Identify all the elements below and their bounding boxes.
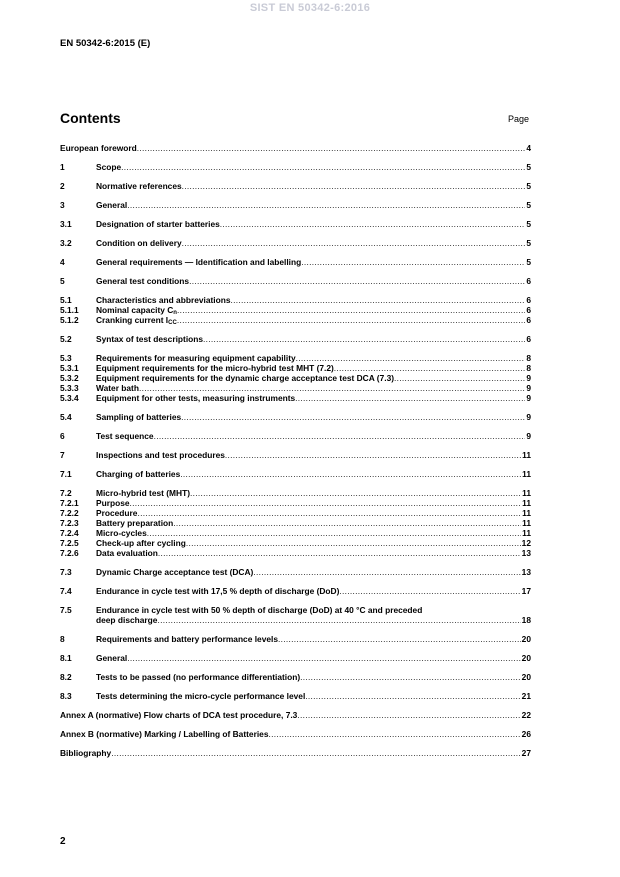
toc-entry-title (96, 238, 182, 248)
toc-entry[interactable] (60, 488, 531, 498)
toc-entry-title-text: Equipment requirements for the micro-hybrid test MHT (7.2) (96, 363, 334, 373)
toc-entry-title (96, 353, 296, 363)
toc-entry-number: 5.1.2 (60, 315, 79, 325)
toc-entry-page: 22 (521, 710, 531, 720)
toc-entry-page: 8 (526, 353, 531, 363)
table-of-contents (60, 143, 531, 758)
toc-entry[interactable] (60, 691, 531, 701)
toc-entry[interactable] (60, 729, 531, 739)
toc-entry[interactable] (60, 295, 531, 305)
toc-entry-title (96, 219, 220, 229)
toc-entry-title (60, 143, 137, 153)
toc-entry[interactable] (60, 605, 531, 625)
toc-entry-number: 7.5 (60, 605, 72, 615)
document-id: EN 50342-6:2015 (E) (60, 38, 151, 49)
toc-entry-number: 5.3.3 (60, 383, 79, 393)
toc-entry[interactable] (60, 634, 531, 644)
toc-entry-title-text: Test sequence (96, 431, 154, 441)
toc-entry-title (96, 672, 300, 682)
toc-entry-title (96, 373, 394, 383)
dot-leader (189, 276, 525, 286)
toc-entry-number: 8 (60, 634, 65, 644)
toc-entry-page: 4 (526, 143, 531, 153)
toc-entry-number: 5.1 (60, 295, 72, 305)
toc-entry-title (96, 383, 139, 393)
toc-entry-number: 5.2 (60, 334, 72, 344)
toc-entry[interactable] (60, 528, 531, 538)
toc-entry-page: 11 (522, 450, 531, 460)
toc-entry-number: 8.1 (60, 653, 72, 663)
toc-entry[interactable] (60, 518, 531, 528)
toc-entry-page: 8 (526, 363, 531, 373)
toc-entry-subscript: CC (168, 320, 177, 326)
toc-entry[interactable] (60, 412, 531, 422)
dot-leader (177, 305, 525, 315)
toc-entry-title (96, 691, 305, 701)
toc-entry-title (60, 710, 297, 720)
toc-entry-title-text: Bibliography (60, 748, 112, 758)
toc-entry[interactable] (60, 653, 531, 663)
dot-leader (182, 238, 526, 248)
dot-leader (394, 373, 525, 383)
toc-entry-title (96, 488, 190, 498)
dot-leader (278, 634, 521, 644)
toc-entry-page: 11 (522, 498, 531, 508)
toc-entry-title (96, 586, 339, 596)
toc-entry[interactable] (60, 538, 531, 548)
toc-entry-page: 18 (521, 615, 531, 625)
toc-entry-number: 6 (60, 431, 65, 441)
toc-entry-title (96, 498, 130, 508)
toc-entry-number: 7.2.2 (60, 508, 79, 518)
dot-leader (220, 219, 526, 229)
toc-entry-page: 12 (521, 538, 531, 548)
toc-entry[interactable] (60, 508, 531, 518)
toc-entry-title-text: Micro-cycles (96, 528, 147, 538)
toc-entry[interactable] (60, 181, 531, 191)
toc-entry-title (96, 181, 182, 191)
toc-entry-title-text: Designation of starter batteries (96, 219, 220, 229)
toc-entry[interactable] (60, 748, 531, 758)
dot-leader (181, 412, 525, 422)
dot-leader (137, 143, 526, 153)
dot-leader (231, 295, 526, 305)
dot-leader (253, 567, 520, 577)
toc-entry-title (96, 538, 186, 548)
toc-entry-number: 7.3 (60, 567, 72, 577)
toc-entry-title-text: Condition on delivery (96, 238, 182, 248)
toc-entry-number: 5.4 (60, 412, 72, 422)
toc-entry-page: 11 (522, 528, 531, 538)
toc-entry-title-text: Tests determining the micro-cycle performance level (96, 691, 306, 701)
toc-entry-number: 2 (60, 181, 65, 191)
dot-leader (190, 488, 521, 498)
toc-entry-number: 7.2.3 (60, 518, 79, 528)
dot-leader (157, 615, 520, 625)
toc-entry-page: 11 (522, 508, 531, 518)
dot-leader (295, 393, 525, 403)
toc-entry-number: 7.2.4 (60, 528, 79, 538)
dot-leader (203, 334, 525, 344)
toc-entry[interactable] (60, 498, 531, 508)
toc-entry[interactable] (60, 162, 531, 172)
toc-entry-page: 5 (526, 162, 531, 172)
dot-leader (127, 653, 520, 663)
toc-entry[interactable] (60, 710, 531, 720)
toc-entry-page: 20 (521, 634, 531, 644)
toc-entry-page: 13 (521, 548, 531, 558)
toc-entry-title-text: Inspections and test procedures (96, 450, 225, 460)
toc-entry-title (96, 548, 158, 558)
toc-entry[interactable] (60, 469, 531, 479)
toc-entry-number: 5.3.4 (60, 393, 79, 403)
toc-entry-number: 7 (60, 450, 65, 460)
toc-entry-title-text: Water bath (96, 383, 139, 393)
dot-leader (300, 672, 521, 682)
toc-entry[interactable] (60, 353, 531, 363)
toc-entry-title (96, 257, 301, 267)
toc-entry-title-text: Tests to be passed (no performance differentiation) (96, 672, 301, 682)
toc-entry[interactable] (60, 200, 531, 210)
toc-entry-page: 5 (526, 257, 531, 267)
dot-leader (121, 162, 525, 172)
toc-entry-title-text: Procedure (96, 508, 138, 518)
toc-entry[interactable] (60, 238, 531, 248)
toc-entry-title (96, 162, 121, 172)
toc-entry[interactable] (60, 383, 531, 393)
toc-entry-number: 7.2.5 (60, 538, 79, 548)
toc-entry[interactable] (60, 548, 531, 558)
toc-entry-subscript: n (173, 310, 177, 316)
toc-entry-number: 3 (60, 200, 65, 210)
toc-entry-page: 9 (526, 412, 531, 422)
dot-leader (111, 748, 520, 758)
toc-entry-title (96, 393, 295, 403)
toc-entry-title-text: Equipment for other tests, measuring instruments (96, 393, 296, 403)
dot-leader (154, 431, 526, 441)
toc-entry-title (96, 295, 231, 305)
toc-entry-title (96, 653, 127, 663)
watermark: SIST EN 50342-6:2016 (249, 2, 371, 14)
toc-entry-page: 11 (522, 488, 531, 498)
toc-entry-number: 5.3 (60, 353, 72, 363)
dot-leader (186, 538, 521, 548)
page-number: 2 (60, 836, 66, 847)
toc-entry-page: 9 (526, 373, 531, 383)
toc-entry-title-text: General (96, 200, 128, 210)
toc-entry-number: 8.3 (60, 691, 72, 701)
toc-entry-title (60, 748, 111, 758)
dot-leader (296, 353, 526, 363)
toc-entry[interactable] (60, 363, 531, 373)
toc-entry-title-text: Normative references (96, 181, 182, 191)
toc-entry-title-text: General (96, 653, 128, 663)
toc-entry-title-text: Micro-hybrid test (MHT) (96, 488, 190, 498)
toc-entry-number: 4 (60, 257, 65, 267)
page-column-label: Page (507, 114, 529, 124)
dot-leader (268, 729, 520, 739)
toc-entry-number: 8.2 (60, 672, 72, 682)
toc-entry-title (96, 450, 225, 460)
toc-entry-page: 11 (522, 518, 531, 528)
toc-entry-page: 5 (526, 181, 531, 191)
toc-entry[interactable] (60, 276, 531, 286)
toc-entry-page: 6 (526, 295, 531, 305)
toc-entry-title (96, 469, 180, 479)
toc-entry-title-continued: deep discharge (96, 615, 158, 625)
toc-entry-title-text: Endurance in cycle test with 17,5 % depth of discharge (DoD) (96, 586, 340, 596)
toc-entry-title-text: Syntax of test descriptions (96, 334, 204, 344)
toc-entry-title-text: Equipment requirements for the dynamic charge acceptance test DCA (7.3) (96, 373, 395, 383)
toc-entry[interactable] (60, 567, 531, 577)
toc-entry-number: 7.2.1 (60, 498, 79, 508)
toc-entry-page: 27 (521, 748, 531, 758)
toc-entry-number: 3.1 (60, 219, 72, 229)
toc-entry-number: 5.1.1 (60, 305, 79, 315)
dot-leader (147, 528, 521, 538)
toc-entry-title-text: Dynamic Charge acceptance test (DCA) (96, 567, 254, 577)
dot-leader (339, 586, 520, 596)
dot-leader (301, 257, 525, 267)
toc-entry-page: 5 (526, 200, 531, 210)
toc-entry[interactable] (60, 373, 531, 383)
toc-entry-page: 11 (522, 469, 531, 479)
toc-entry-title-text: European foreword (60, 143, 137, 153)
toc-entry-title (96, 334, 203, 344)
toc-entry[interactable] (60, 431, 531, 441)
toc-entry-title-text: Annex A (normative) Flow charts of DCA test procedure, 7.3 (60, 710, 298, 720)
toc-entry-title: Endurance in cycle test with 50 % depth of discharge (DoD) at 40 °C and preceded (96, 605, 423, 615)
toc-entry[interactable] (60, 586, 531, 596)
toc-entry-title-text: Check-up after cycling (96, 538, 186, 548)
toc-entry-title (60, 729, 268, 739)
dot-leader (180, 469, 521, 479)
toc-entry-page: 13 (521, 567, 531, 577)
toc-entry-number: 7.2 (60, 488, 72, 498)
toc-entry[interactable] (60, 334, 531, 344)
toc-entry-title-text: Requirements for measuring equipment capability (96, 353, 296, 363)
toc-entry-number: 5.3.1 (60, 363, 79, 373)
toc-entry-page: 20 (521, 653, 531, 663)
toc-entry-number: 5.3.2 (60, 373, 79, 383)
toc-entry-title-text: General test conditions (96, 276, 190, 286)
toc-entry-title-text: Requirements and battery performance levels (96, 634, 278, 644)
toc-entry-title-text: Characteristics and abbreviations (96, 295, 231, 305)
toc-entry-page: 17 (521, 586, 531, 596)
dot-leader (182, 181, 526, 191)
toc-entry-page: 6 (526, 315, 531, 325)
toc-entry-title (96, 431, 154, 441)
toc-entry[interactable] (60, 143, 531, 153)
toc-entry-title-text: Charging of batteries (96, 469, 181, 479)
toc-entry-title (96, 363, 334, 373)
toc-entry-title (96, 528, 147, 538)
toc-entry-title-text: Sampling of batteries (96, 412, 182, 422)
toc-entry-page: 9 (526, 383, 531, 393)
toc-entry-title-text: General requirements — Identification and labelling (96, 257, 302, 267)
toc-entry-number: 3.2 (60, 238, 72, 248)
toc-entry-page: 9 (526, 393, 531, 403)
toc-entry-title-text: Annex B (normative) Marking / Labelling of Batteries (60, 729, 269, 739)
toc-entry-title-text: Battery preparation (96, 518, 174, 528)
toc-entry-title-text: Cranking current I (96, 315, 169, 325)
dot-leader (305, 691, 520, 701)
contents-title: Contents (60, 110, 121, 126)
dot-leader (130, 498, 522, 508)
toc-entry-number: 7.2.6 (60, 548, 79, 558)
toc-entry-page: 5 (526, 219, 531, 229)
dot-leader (139, 383, 525, 393)
toc-entry-title (96, 276, 189, 286)
toc-entry-title-text: Scope (96, 162, 122, 172)
dot-leader (225, 450, 521, 460)
toc-entry[interactable] (60, 219, 531, 229)
toc-entry[interactable] (60, 450, 531, 460)
toc-entry-number: 7.1 (60, 469, 72, 479)
toc-entry[interactable] (60, 257, 531, 267)
toc-entry-page: 5 (526, 238, 531, 248)
toc-entry-page: 6 (526, 276, 531, 286)
toc-entry-title-text: Data evaluation (96, 548, 158, 558)
toc-entry[interactable] (60, 305, 531, 315)
toc-entry-title (96, 518, 173, 528)
dot-leader (158, 548, 521, 558)
toc-entry-page: 26 (521, 729, 531, 739)
toc-entry-title (96, 305, 177, 315)
dot-leader (177, 315, 526, 325)
dot-leader (137, 508, 521, 518)
toc-entry-title (96, 634, 278, 644)
toc-entry[interactable] (60, 672, 531, 682)
dot-leader (297, 710, 520, 720)
toc-entry-title (96, 508, 137, 518)
dot-leader (127, 200, 525, 210)
toc-entry-page: 6 (526, 334, 531, 344)
toc-entry-number: 5 (60, 276, 65, 286)
toc-entry[interactable] (60, 315, 531, 325)
dot-leader (334, 363, 526, 373)
toc-entry-number: 1 (60, 162, 65, 172)
toc-entry-page: 21 (521, 691, 531, 701)
dot-leader (173, 518, 521, 528)
toc-entry-page: 20 (521, 672, 531, 682)
toc-entry[interactable] (60, 393, 531, 403)
toc-entry-number: 7.4 (60, 586, 72, 596)
toc-entry-page: 9 (526, 431, 531, 441)
toc-entry-title-text: Nominal capacity C (96, 305, 174, 315)
toc-entry-title (96, 315, 177, 325)
toc-entry-title (96, 567, 253, 577)
toc-entry-title (96, 412, 181, 422)
toc-entry-page: 6 (526, 305, 531, 315)
toc-entry-title-text: Purpose (96, 498, 130, 508)
toc-entry-title (96, 200, 127, 210)
